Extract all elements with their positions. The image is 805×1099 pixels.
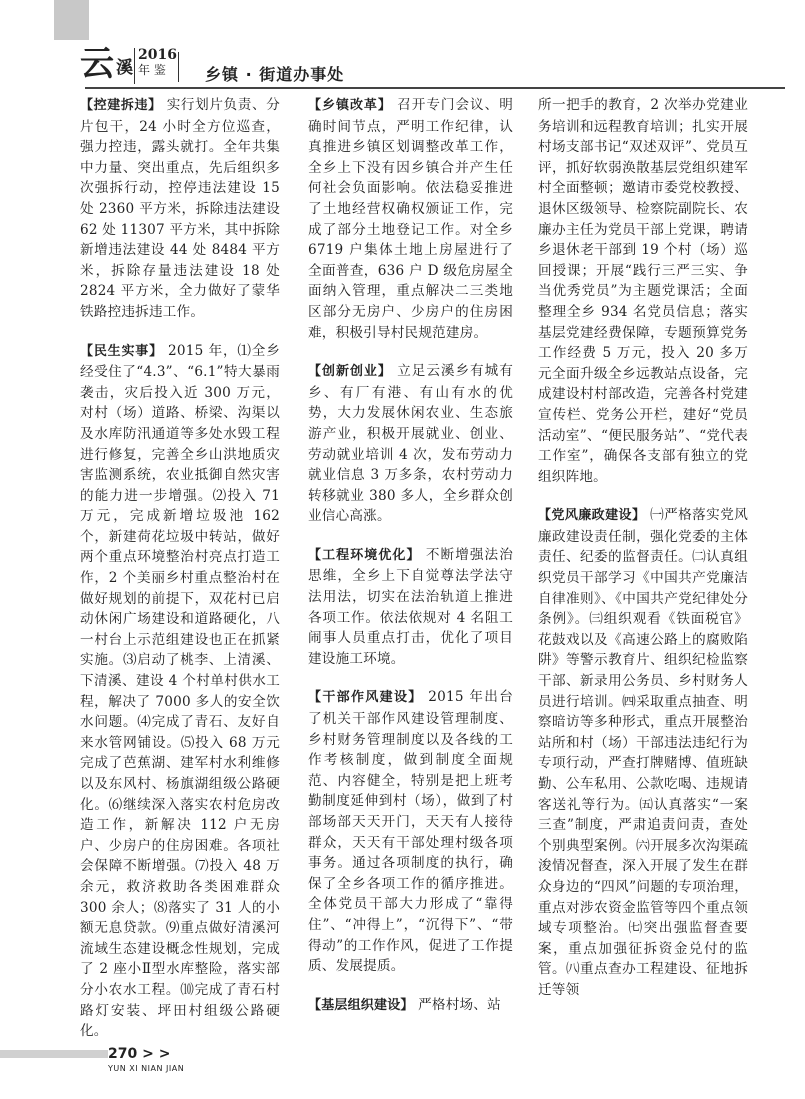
paragraph-text: 实行划片负责、分片包干，24 小时全方位巡查，强力控违，露头就打。全年共集中力量、突出重点，先后组织多次强拆行动，控停违法建设 15 处 2360 平方米，拆除违法建设 62 处 11307 平方米，其中拆除新增违法建设 44 处 8484 平方米，拆除存量违法建设 18 处 2824 平方米，全力做好了蒙华铁路控违拆违工作。	[80, 97, 281, 320]
logo-small-char: 溪	[116, 58, 133, 78]
footer-bar	[0, 1050, 108, 1058]
section-title: 乡镇 · 街道办事处	[205, 65, 345, 84]
year-box	[138, 48, 177, 78]
column-3	[538, 95, 748, 1019]
header-tab-block	[54, 0, 89, 40]
book-name: YUN XI NIAN JIAN	[108, 1064, 185, 1073]
yearbook-label: 年 鉴	[138, 63, 166, 77]
paragraph	[308, 687, 513, 976]
paragraph-heading: 【工程环境优化】	[308, 547, 421, 563]
paragraph-text: ㈠严格落实党风廉政建设责任制，强化党委的主体责任、纪委的监督责任。㈡认真组织党员干部学习《中国共产党廉洁自律准则》、《中国共产党纪律处分条例》。㈢组织观看《铁面税官》花鼓戏以及《高速公路上的腐败陷阱》等警示教育片、组织纪检监察干部、新录用公务员、乡村财务人员进行培训。㈣采取重点抽查、明察暗访等多种形式，重点开展整治站所和村（场）干部违法违纪行为专项行动，严查打牌赌博、值班缺勤、公车私用、公款吃喝、违规请客送礼等行为。㈤认真落实“一案三查”制度，严肃追责问责，查处个别典型案例。㈥开展多次沟渠疏浚情况督查，深入开展了发生在群众身边的“四风”问题的专项治理，重点对涉农资金监管等四个重点领域专项整治。㈦突出强监督查要案，重点加强征拆资金兑付的监管。㈧重点查办工程建设、征地拆迁等领	[538, 507, 748, 998]
paragraph	[308, 95, 513, 343]
paragraph	[308, 995, 513, 1017]
column-2	[308, 95, 513, 1034]
page-footer	[108, 1046, 184, 1073]
page-number: 270 > >	[108, 1046, 171, 1062]
paragraph-text: 不断增强法治思维，全乡上下自觉尊法学法守法用法，切实在法治轨道上推进各项工作。依法依规对 4 名阻工闹事人员重点打击，优化了项目建设施工环境。	[308, 546, 513, 667]
paragraph-text: 2015 年出台了机关干部作风建设管理制度、乡村财务管理制度以及各线的工作考核制度，做到制度全面规范、内容健全，特别是把上班考勤制度延伸到村（场），做到了村部场部天天开门，天天有人接待群众，天天有干部处理村级各项事务。通过各项制度的执行，确保了全乡各项工作的循序推进。全体党员干部大力形成了“靠得住”、“冲得上”，“沉得下”、“带得动”的工作作风，促进了工作提质、发展提质。	[308, 689, 513, 975]
logo-big-char: 云	[80, 44, 114, 84]
paragraph-text: 严格村场、站	[413, 996, 501, 1013]
paragraph-heading: 【党风廉政建设】	[538, 508, 646, 524]
paragraph-heading: 【乡镇改革】	[308, 98, 392, 113]
yearbook-logo	[80, 46, 133, 82]
paragraph-heading: 【创新创业】	[308, 364, 392, 380]
header-divider-2	[178, 52, 179, 82]
paragraph	[538, 95, 748, 487]
paragraph-text: 立足云溪乡有城有乡、有厂有港、有山有水的优势，大力发展休闲农业、生态旅游产业，积极开展就业、创业、劳动就业培训 4 次，发布劳动力就业信息 3 万多条，农村劳动力转移就业 380 多人，全乡群众创业信心高涨。	[308, 363, 514, 525]
paragraph-text: 所一把手的教育，2 次举办党建业务培训和远程教育培训；扎实开展村场支部书记“双述双评”、党员互评，抓好软弱涣散基层党组织建军村全面整顿；邀请市委党校教授、退休区级领导、检察院副院长、农廉办主任为党员干部上党课，聘请乡退休老干部到 19 个村（场）巡回授课；开展“践行三严三实、争当优秀党员”为主题党课活；全面整理全乡 934 名党员信息；落实基层党建经费保障，专题预算党务工作经费 5 万元，投入 20 多万元全面升级全乡远教站点设备，完成建设村村部改造，完善各村党建宣传栏、党务公开栏，建好“党员活动室”、“便民服务站”、“党代表工作室”，确保各支部有独立的党组织阵地。	[538, 97, 748, 485]
paragraph-heading: 【控建拆违】	[80, 98, 162, 113]
paragraph-text: 2015 年，⑴全乡经受住了“4.3”、“6.1”特大暴雨袭击，灾后投入近 300 万元，对村（场）道路、桥梁、沟渠以及水库防汛通道等多处水毁工程进行修复，完善全乡山洪地质灾害监测系统，农业抵御自然灾害的能力进一步增强。⑵投入 71 万元，完成新增垃圾池 162 个，新建荷花垃圾中转站，做好两个重点环境整治村亮点打造工作，2 个美丽乡村重点整治村在做好规划的前提下，双花村已启动休闲广场建设和道路硬化，八一村台上示范组建设也正在抓紧实施。⑶启动了桃李、上清溪、下清溪、建设 4 个村单村供水工程，解决了 7000 多人的安全饮水问题。⑷完成了青石、友好自来水管网铺设。⑸投入 68 万元完成了芭蕉湖、建军村水利维修以及东风村、杨旗湖组级公路硬化。⑹继续深入落实农村危房改造工作，新解决 112 户无房户、少房户的住房困难。各项社会保障不断增强。⑺投入 48 万余元，救济救助各类困难群众 300 余人；⑻落实了 31 人的小额无息贷款。⑼重点做好清溪河流域生态建设概念性规划，完成了 2 座小Ⅱ型水库整险，落实部分小农水工程。⑽完成了青石村路灯安装、坪田村组级公路硬化。	[80, 342, 281, 1040]
paragraph	[308, 545, 513, 670]
paragraph	[80, 341, 280, 1042]
page-header	[0, 0, 805, 95]
paragraph-text: 召开专门会议、明确时间节点，严明工作纪律，认真推进乡镇区划调整改革工作，全乡上下没有因乡镇合并产生任何社会负面影响。依法稳妥推进了土地经营权确权颁证工作，完成了部分土地登记工作。对全乡 6719 户集体土地上房屋进行了全面普查，636 户 D 级危房屋全面纳入管理，重点解决二三类地区部分无房户、少房户的住房困难，积极引导村民规范建房。	[308, 97, 514, 341]
paragraph-heading: 【基层组织建设】	[308, 997, 414, 1013]
paragraph-heading: 【民生实事】	[80, 343, 163, 359]
paragraph	[538, 505, 748, 1000]
paragraph-heading: 【干部作风建设】	[308, 690, 423, 706]
header-rule	[85, 87, 785, 89]
paragraph	[308, 361, 513, 527]
column-1	[80, 95, 280, 1060]
header-divider	[134, 48, 135, 84]
year-label: 2016	[138, 47, 177, 63]
paragraph	[80, 95, 280, 323]
